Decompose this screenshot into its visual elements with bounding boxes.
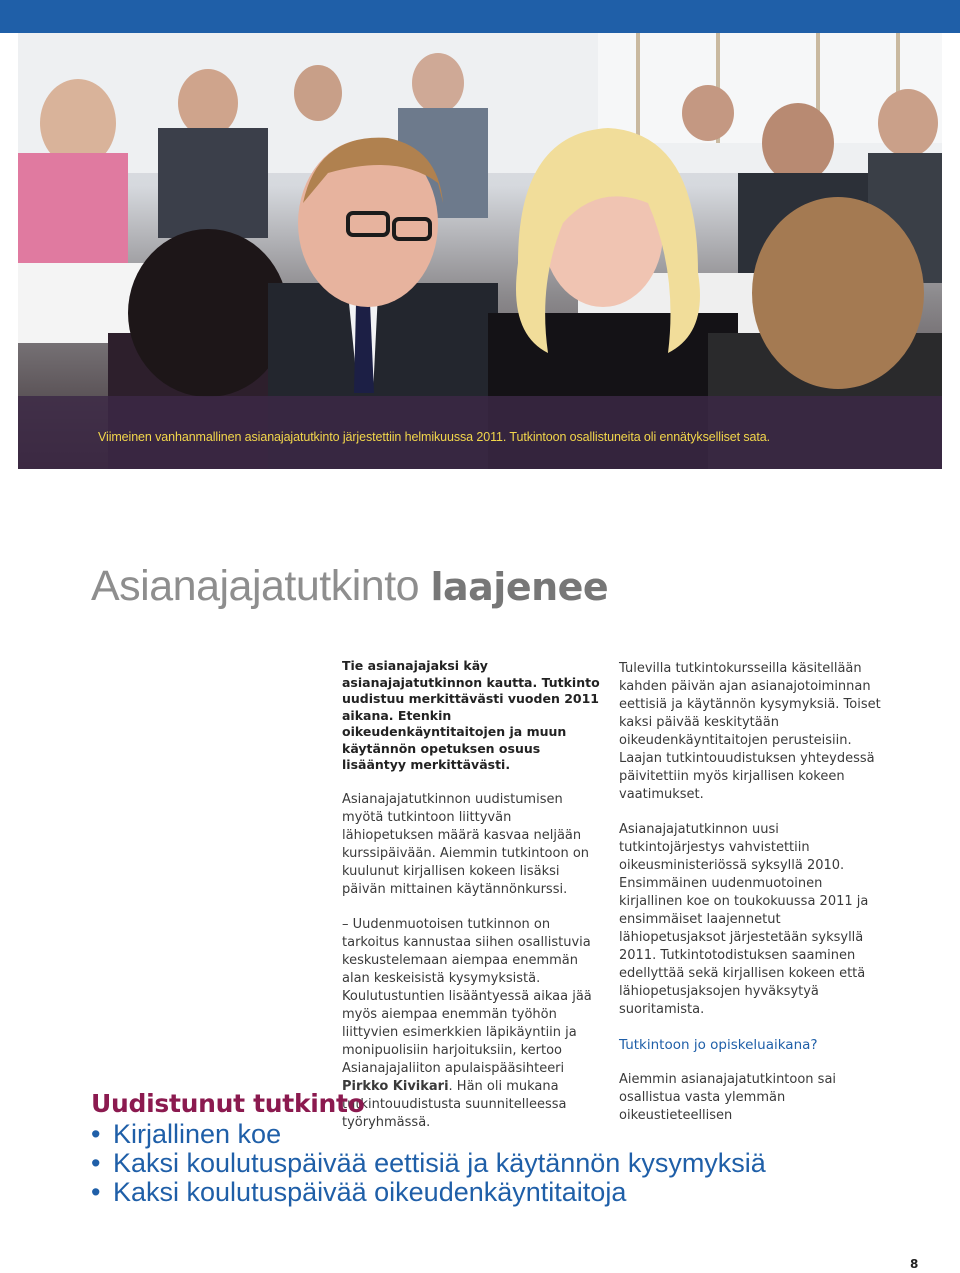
summary-item-text: Kaksi koulutuspäivää oikeudenkäyntitaitoja xyxy=(113,1177,627,1207)
bullet-icon: • xyxy=(91,1148,101,1178)
left-paragraph-3 xyxy=(342,916,606,1132)
article-title xyxy=(91,562,608,611)
top-color-bar xyxy=(0,0,960,33)
quote-text-start: – Uudenmuotoisen tutkinnon on tarkoitus kannustaa siihen osallistuvia keskustelemaan aiempaa enemmän alan keskeisistä kysymyksistä. Koulutustuntien lisääntyessä aikaa jää myös aiempaa enemmän työhön liittyvien esimerkkien läpikäyntiin ja monipuolisiin harjoituksiin, kertoo Asianajajaliiton apulaispääsihteeri xyxy=(342,916,592,1076)
person-name: Pirkko Kivikari xyxy=(342,1078,449,1094)
summary-item xyxy=(91,1178,766,1207)
summary-list xyxy=(91,1120,766,1207)
bullet-icon: • xyxy=(91,1177,101,1207)
summary-box-title: Uudistunut tutkinto xyxy=(91,1089,365,1118)
summary-item-text: Kaksi koulutuspäivää eettisiä ja käytännön kysymyksiä xyxy=(113,1148,766,1178)
summary-item-text: Kirjallinen koe xyxy=(113,1119,282,1149)
left-paragraph-2: Asianajajatutkinnon uudistumisen myötä tutkintoon liittyvän lähiopetuksen määrä kasvaa neljään kurssipäivään. Aiemmin tutkintoon on kuulunut kirjallisen kokeen lisäksi päivän mittainen käytännönkurssi. xyxy=(342,791,590,897)
right-paragraph-3: Aiemmin asianajajatutkintoon sai osallistua vasta ylemmän oikeustieteellisen xyxy=(619,1072,837,1123)
event-photo xyxy=(18,33,942,469)
left-column xyxy=(342,658,606,1149)
bullet-icon: • xyxy=(91,1119,101,1149)
lead-paragraph: Tie asianajajaksi käy asianajajatutkinnon kautta. Tutkinto uudistuu merkittävästi vuoden 2011 aikana. Etenkin oikeudenkäyntitaitojen ja muun käytännön opetuksen osuus lisääntyy merkittävästi. xyxy=(342,658,600,772)
right-paragraph-2: Asianajajatutkinnon uusi tutkintojärjestys vahvistettiin oikeusministeriössä syksyllä 2010. Ensimmäinen uudenmuotoinen kirjallinen koe on toukokuussa 2011 ja ensimmäiset laajennetut lähiopetusjaksot järjestetään syksyllä 2011. Tutkintotodistuksen saaminen edellyttää sekä kirjallisen kokeen että lähiopetusjaksojen hyväksytyä suoritamista. xyxy=(619,822,869,1017)
photo-caption: Viimeinen vanhanmallinen asianajajatutkinto järjestettiin helmikuussa 2011. Tutkintoon osallistuneita oli ennätykselliset sata. xyxy=(98,430,770,444)
title-light: Asianajajatutkinto xyxy=(91,562,431,610)
right-paragraph-1: Tulevilla tutkintokursseilla käsitellään kahden päivän ajan asianajotoiminnan eettisiä ja käytännön kysymyksiä. Toiset kaksi päivää keskitytään oikeudenkäyntitaitojen perusteisiin. Laajan tutkintouudistuksen yhteydessä päivitettiin myös kirjallisen kokeen vaatimukset. xyxy=(619,661,881,802)
quote-text-end: . Hän oli mukana tutkintouudistusta suunnitelleessa työryhmässä. xyxy=(342,1078,567,1130)
right-column xyxy=(619,660,881,1142)
summary-item xyxy=(91,1149,766,1178)
subheading: Tutkintoon jo opiskeluaikana? xyxy=(619,1037,818,1053)
summary-item xyxy=(91,1120,766,1149)
title-bold: laajenee xyxy=(430,565,609,609)
page-number: 8 xyxy=(910,1257,919,1271)
